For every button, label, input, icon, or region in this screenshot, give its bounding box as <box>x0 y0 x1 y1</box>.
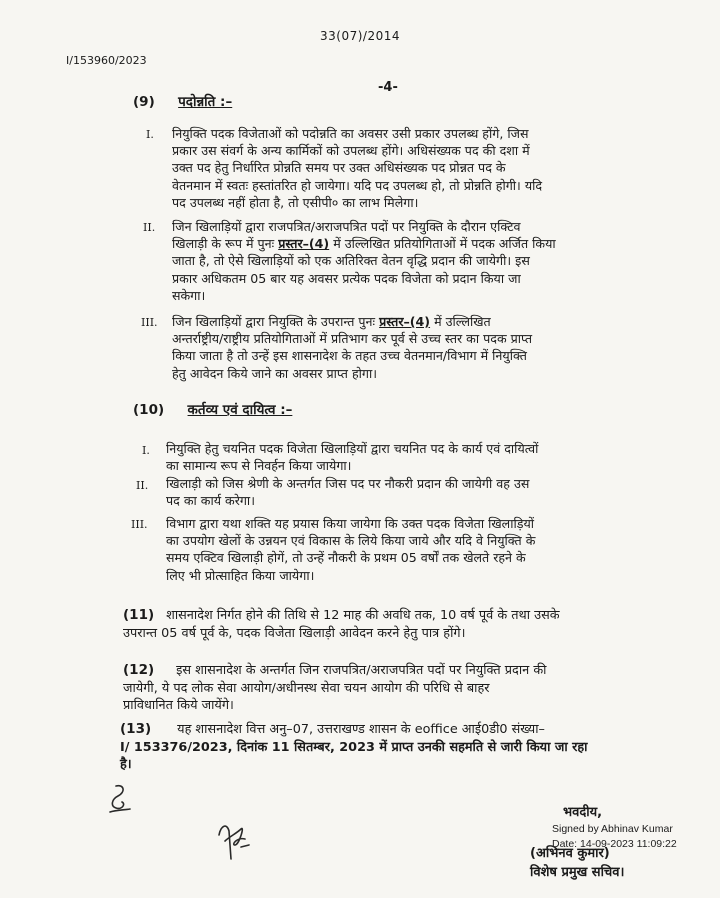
text-line: खिलाड़ी को जिस श्रेणी के अन्तर्गत जिस पद पर नौकरी प्रदान की जायेगी वह उस <box>166 476 530 491</box>
text-line: (12) इस शासनादेश के अन्तर्गत जिन राजपत्रित/अराजपत्रित पदों पर नियुक्ति प्रदान की <box>123 662 547 678</box>
signatory-name: (अभिनव कुमार) <box>530 846 610 861</box>
text-line: हेतु आवेदन किये जाने का अवसर प्राप्त होगा। <box>172 365 378 381</box>
item-numeral: III. <box>131 518 148 531</box>
text-line: किया जाता है तो उन्हें इस शासनादेश के तहत उच्च वेतनमान/विभाग में नियुक्ति <box>172 348 527 364</box>
file-reference: I/153960/2023 <box>66 54 147 67</box>
handwritten-signature-icon <box>211 815 253 865</box>
text-line: (11) शासनादेश निर्गत होने की तिथि से 12 माह की अवधि तक, 10 वर्ष पूर्व के तथा उसके <box>123 607 560 623</box>
order-number: 33(07)/2014 <box>320 29 400 43</box>
text-line: (13) यह शासनादेश वित्त अनु–07, उत्तराखण्ड शासन के eoffice आई0डी0 संख्या– <box>120 721 545 737</box>
paragraph-number: (12) <box>123 662 155 678</box>
text-line: लिए भी प्रोत्साहित किया जायेगा। <box>166 567 315 583</box>
paragraph-13 <box>120 721 663 774</box>
digital-signature-name: Signed by Abhinav Kumar <box>552 823 673 835</box>
text-line: जिन खिलाड़ियों द्वारा नियुक्ति के उपरान्त पुनः प्रस्तर–(4) में उल्लिखित <box>172 314 491 329</box>
text-line: खिलाड़ी के रूप में पुनः प्रस्तर–(4) में उल्लिखित प्रतियोगिताओं में पदक अर्जित किया <box>172 236 556 252</box>
signatory-designation: विशेष प्रमुख सचिव। <box>530 865 625 880</box>
section-10-item-3 <box>166 515 661 584</box>
section-10-heading <box>133 400 292 418</box>
section-10-item-2 <box>166 475 661 509</box>
signature-date: Date: 14-09-2023 11:09:22 <box>552 838 677 850</box>
text-line: सकेगा। <box>172 287 206 303</box>
paragraph-number: (13) <box>120 721 152 737</box>
text-line: जायेगी, ये पद लोक सेवा आयोग/अधीनस्थ सेवा चयन आयोग की परिधि से बाहर <box>123 680 490 696</box>
paragraph-number: (11) <box>123 607 155 623</box>
closing-text: भवदीय, <box>563 805 603 820</box>
paragraph-12 <box>123 662 663 715</box>
text-line: प्राविधानित किये जायेंगे। <box>123 698 234 714</box>
section-9-item-1 <box>172 125 662 211</box>
text-line: विभाग द्वारा यथा शक्ति यह प्रयास किया जायेगा कि उक्त पदक विजेता खिलाड़ियों <box>166 516 535 531</box>
text-line: अन्तर्राष्ट्रीय/राष्ट्रीय प्रतियोगिताओं में प्रतिभाग कर पूर्व से उच्च स्तर का पदक प्राप्त <box>172 331 533 347</box>
text-line: I/ 153376/2023, दिनांक 11 सितम्बर, 2023 में प्राप्त उनकी सहमति से जारी किया जा रहा <box>120 739 588 755</box>
text-line: पद का कार्य करेगा। <box>166 493 255 509</box>
section-number: (9) <box>133 94 155 110</box>
paragraph-11 <box>123 607 663 642</box>
item-numeral: III. <box>141 316 158 329</box>
item-numeral: I. <box>142 444 150 457</box>
text-line: नियुक्ति पदक विजेताओं को पदोन्नति का अवसर उसी प्रकार उपलब्ध होंगे, जिस <box>172 126 529 141</box>
text-line: प्रकार अधिकतम 05 बार यह अवसर प्रत्येक पदक विजेता को प्रदान किया जा <box>172 270 521 286</box>
section-9-item-2 <box>172 218 662 304</box>
text-line: वेतनमान में स्वतः हस्तांतरित हो जायेगा। यदि पद उपलब्ध हो, तो प्रोन्नति होगी। यदि <box>172 177 543 193</box>
text-line: उक्त पद हेतु निर्धारित प्रोन्नति समय पर उक्त अधिसंख्यक पद प्रोन्नत पद के <box>172 160 506 176</box>
section-title: कर्तव्य एवं दायित्व :– <box>187 402 293 418</box>
text-line: का उपयोग खेलों के उन्नयन एवं विकास के लिये किया जाये और यदि वे नियुक्ति के <box>166 533 536 549</box>
item-numeral: II. <box>136 479 149 492</box>
text-line: उपरान्त 05 वर्ष पूर्व के, पदक विजेता खिलाड़ी आवेदन करने हेतु पात्र होंगे। <box>123 625 466 641</box>
section-number: (10) <box>133 402 165 418</box>
text-line: पद उपलब्ध नहीं होता है, तो एसीपी० का लाभ मिलेगा। <box>172 194 419 210</box>
text-line: जिन खिलाड़ियों द्वारा राजपत्रित/अराजपत्रित पदों पर नियुक्ति के दौरान एक्टिव <box>172 219 521 234</box>
text-line: है। <box>120 757 132 773</box>
section-9-item-3 <box>172 313 662 382</box>
item-numeral: II. <box>143 221 156 234</box>
paragraph-reference: प्रस्तर–(4) <box>379 314 431 329</box>
text-line: नियुक्ति हेतु चयनित पदक विजेता खिलाड़ियों द्वारा चयनित पद के कार्य एवं दायित्वों <box>166 441 539 456</box>
section-9-heading <box>133 92 232 110</box>
item-numeral: I. <box>146 128 154 141</box>
text-line: प्रकार उस संवर्ग के अन्य कार्मिकों को उपलब्ध होंगे। अधिसंख्यक पद की दशा में <box>172 143 530 159</box>
section-10-item-1 <box>166 440 661 474</box>
text-line: का सामान्य रूप से निवर्हन किया जायेगा। <box>166 458 352 474</box>
text-line: जाता है, तो ऐसे खिलाड़ियों को एक अतिरिक्त वेतन वृद्धि प्रदान की जायेगी। इस <box>172 253 530 269</box>
text-line: समय एक्टिव खिलाड़ी होगें, तो उन्हें नौकरी के प्रथम 05 वर्षों तक खेलते रहने के <box>166 550 526 566</box>
paragraph-reference: प्रस्तर–(4) <box>278 236 330 252</box>
section-title: पदोन्नति :– <box>178 94 233 110</box>
handwritten-initials-icon <box>104 782 134 816</box>
page-marker: -4- <box>378 80 398 95</box>
